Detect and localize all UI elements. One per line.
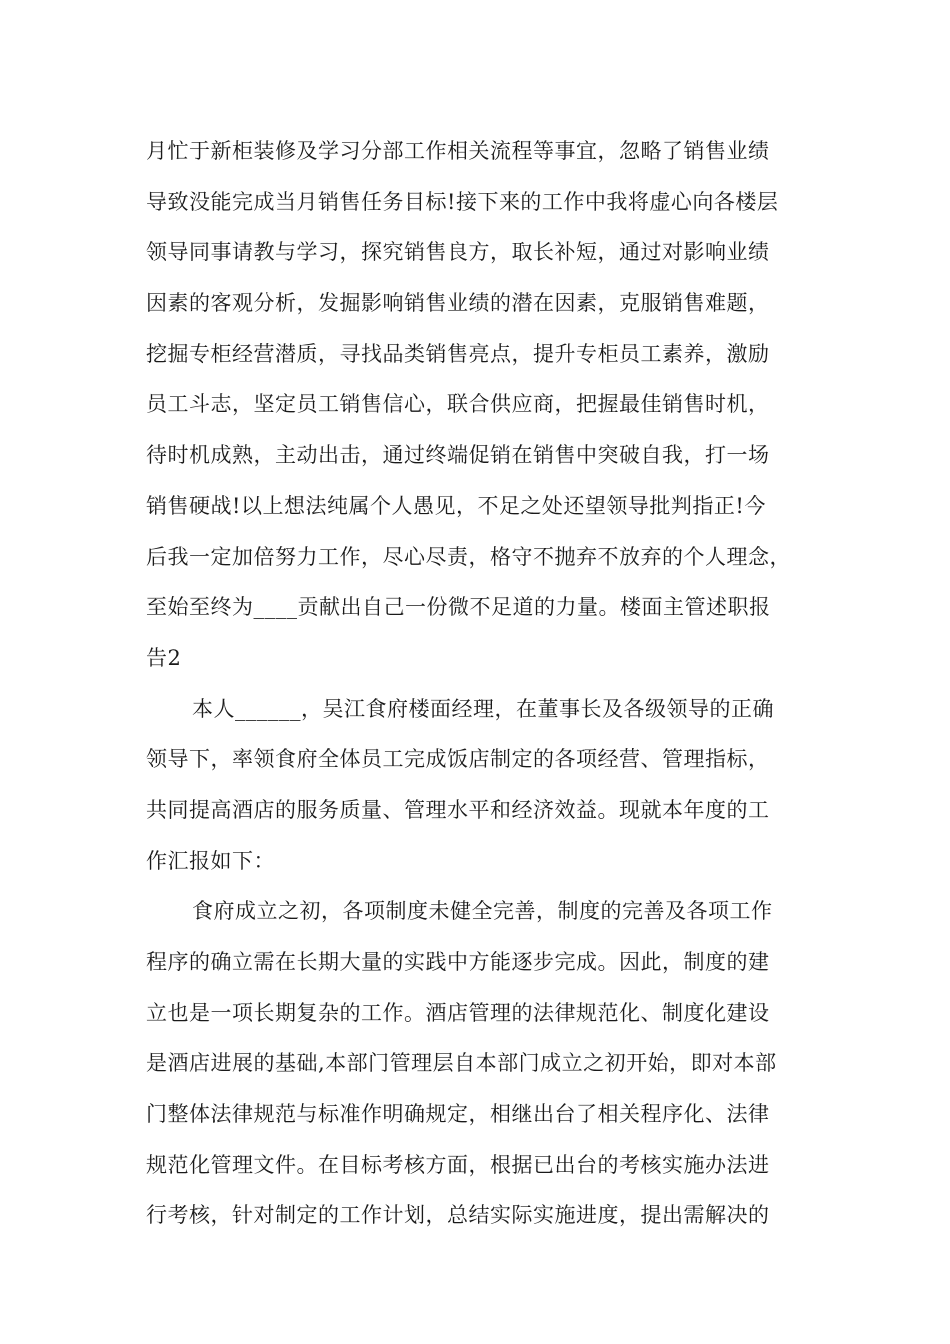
text-line: 因素的客观分析，发掘影响销售业绩的潜在因素，克服销售难题， [146, 291, 770, 316]
text-line: 共同提高酒店的服务质量、管理水平和经济效益。现就本年度的工 [146, 797, 770, 822]
document-body [146, 126, 846, 1241]
text-line: 导致没能完成当月销售任务目标!接下来的工作中我将虚心向各楼层 [146, 189, 779, 214]
text-line: 告2 [146, 645, 182, 670]
text-line: 门整体法律规范与标准作明确规定，相继出台了相关程序化、法律 [146, 1102, 770, 1127]
text-line: 本人______，吴江食府楼面经理，在董事长及各级领导的正确 [192, 696, 774, 721]
text-line: 挖掘专柜经营潜质，寻找品类销售亮点，提升专柜员工素养，激励 [146, 341, 770, 366]
text-line: 立也是一项长期复杂的工作。酒店管理的法律规范化、制度化建设 [146, 1000, 770, 1025]
text-line: 作汇报如下： [146, 848, 275, 873]
text-line: 领导下，率领食府全体员工完成饭店制定的各项经营、管理指标， [146, 747, 770, 772]
text-line: 行考核，针对制定的工作计划，总结实际实施进度，提出需解决的 [146, 1203, 770, 1228]
text-line: 程序的确立需在长期大量的实践中方能逐步完成。因此，制度的建 [146, 950, 770, 974]
text-line: 月忙于新柜装修及学习分部工作相关流程等事宜，忽略了销售业绩 [146, 139, 770, 163]
text-line: 领导同事请教与学习，探究销售良方，取长补短，通过对影响业绩 [146, 240, 770, 265]
text-line: 食府成立之初，各项制度未健全完善，制度的完善及各项工作 [192, 899, 773, 924]
text-line: 销售硬战!以上想法纯属个人愚见，不足之处还望领导批判指正!今 [146, 493, 766, 518]
text-line: 规范化管理文件。在目标考核方面，根据已出台的考核实施办法进 [146, 1152, 770, 1177]
text-line: 至始至终为____贡献出自己一份微不足道的力量。楼面主管述职报 [146, 595, 771, 620]
text-line: 后我一定加倍努力工作，尽心尽责，格守不抛弃不放弃的个人理念， [146, 544, 791, 569]
text-line: 待时机成熟，主动出击，通过终端促销在销售中突破自我，打一场 [146, 443, 770, 468]
text-line: 员工斗志，坚定员工销售信心，联合供应商，把握最佳销售时机， [146, 392, 770, 417]
text-line: 是酒店进展的基础,本部门管理层自本部门成立之初开始，即对本部 [146, 1051, 777, 1076]
